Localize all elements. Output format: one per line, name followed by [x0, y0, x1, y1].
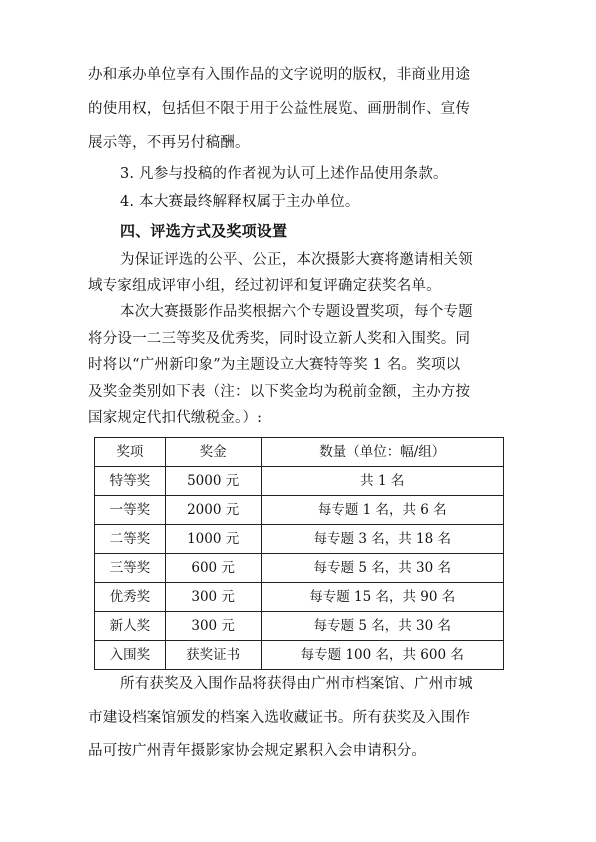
paragraph-line: 国家规定代扣代缴税金。）: — [88, 410, 263, 426]
list-item-3: 3. 凡参与投稿的作者视为认可上述作品使用条款。 — [120, 166, 448, 182]
paragraph-line: 时将以“广州新印象”为主题设立大赛特等奖 1 名。奖项以 — [88, 357, 461, 373]
table-row — [95, 496, 504, 525]
awards-table — [94, 437, 504, 670]
table-row — [95, 525, 504, 554]
paragraph-line: 本次大赛摄影作品奖根据六个专题设置奖项，每个专题 — [120, 304, 473, 320]
paragraph-line: 为保证评选的公平、公正，本次摄影大赛将邀请相关领 — [120, 252, 473, 268]
table-cell: 每专题 3 名，共 18 名 — [261, 525, 503, 554]
table-cell: 1000 元 — [165, 525, 261, 554]
table-row — [95, 554, 504, 583]
table-cell: 300 元 — [165, 583, 261, 612]
table-cell: 三等奖 — [95, 554, 166, 583]
section-heading: 四、评选方式及奖项设置 — [120, 222, 288, 240]
table-cell: 5000 元 — [165, 467, 261, 496]
table-cell: 300 元 — [165, 612, 261, 641]
table-header-cell: 奖金 — [165, 438, 261, 467]
table-header-row — [95, 438, 504, 467]
paragraph-line: 品可按广州青年摄影家协会规定累积入会申请积分。 — [88, 743, 427, 759]
paragraph-line: 的使用权，包括但不限于用于公益性展览、画册制作、宣传 — [88, 101, 471, 117]
table-cell: 二等奖 — [95, 525, 166, 554]
table-cell: 600 元 — [165, 554, 261, 583]
table-cell: 入围奖 — [95, 641, 166, 670]
table-cell: 特等奖 — [95, 467, 166, 496]
table-cell: 共 1 名 — [261, 467, 503, 496]
table-cell: 一等奖 — [95, 496, 166, 525]
table-cell: 2000 元 — [165, 496, 261, 525]
list-item-4: 4. 本大赛最终解释权属于主办单位。 — [120, 194, 360, 210]
table-cell: 每专题 5 名，共 30 名 — [261, 554, 503, 583]
paragraph-line: 展示等，不再另付稿酬。 — [88, 135, 250, 151]
paragraph-line: 域专家组成评审小组，经过初评和复评确定获奖名单。 — [88, 278, 441, 294]
table-cell: 新人奖 — [95, 612, 166, 641]
table-row — [95, 641, 504, 670]
paragraph-line: 将分设一二三等奖及优秀奖，同时设立新人奖和入围奖。同 — [88, 331, 471, 347]
table-row — [95, 583, 504, 612]
paragraph-line: 及奖金类别如下表（注：以下奖金均为税前金额，主办方按 — [88, 384, 471, 400]
table-cell: 每专题 1 名，共 6 名 — [261, 496, 503, 525]
table-header-cell: 数量（单位：幅/组） — [261, 438, 503, 467]
table-header-cell: 奖项 — [95, 438, 166, 467]
table-row — [95, 467, 504, 496]
paragraph-line: 所有获奖及入围作品将获得由广州市档案馆、广州市城 — [120, 676, 473, 692]
table-cell: 每专题 100 名，共 600 名 — [261, 641, 503, 670]
table-row — [95, 612, 504, 641]
table-cell: 每专题 15 名，共 90 名 — [261, 583, 503, 612]
table-cell: 获奖证书 — [165, 641, 261, 670]
table-cell: 每专题 5 名，共 30 名 — [261, 612, 503, 641]
paragraph-line: 市建设档案馆颁发的档案入选收藏证书。所有获奖及入围作 — [88, 710, 471, 726]
table-cell: 优秀奖 — [95, 583, 166, 612]
paragraph-line: 办和承办单位享有入围作品的文字说明的版权，非商业用途 — [88, 67, 471, 83]
